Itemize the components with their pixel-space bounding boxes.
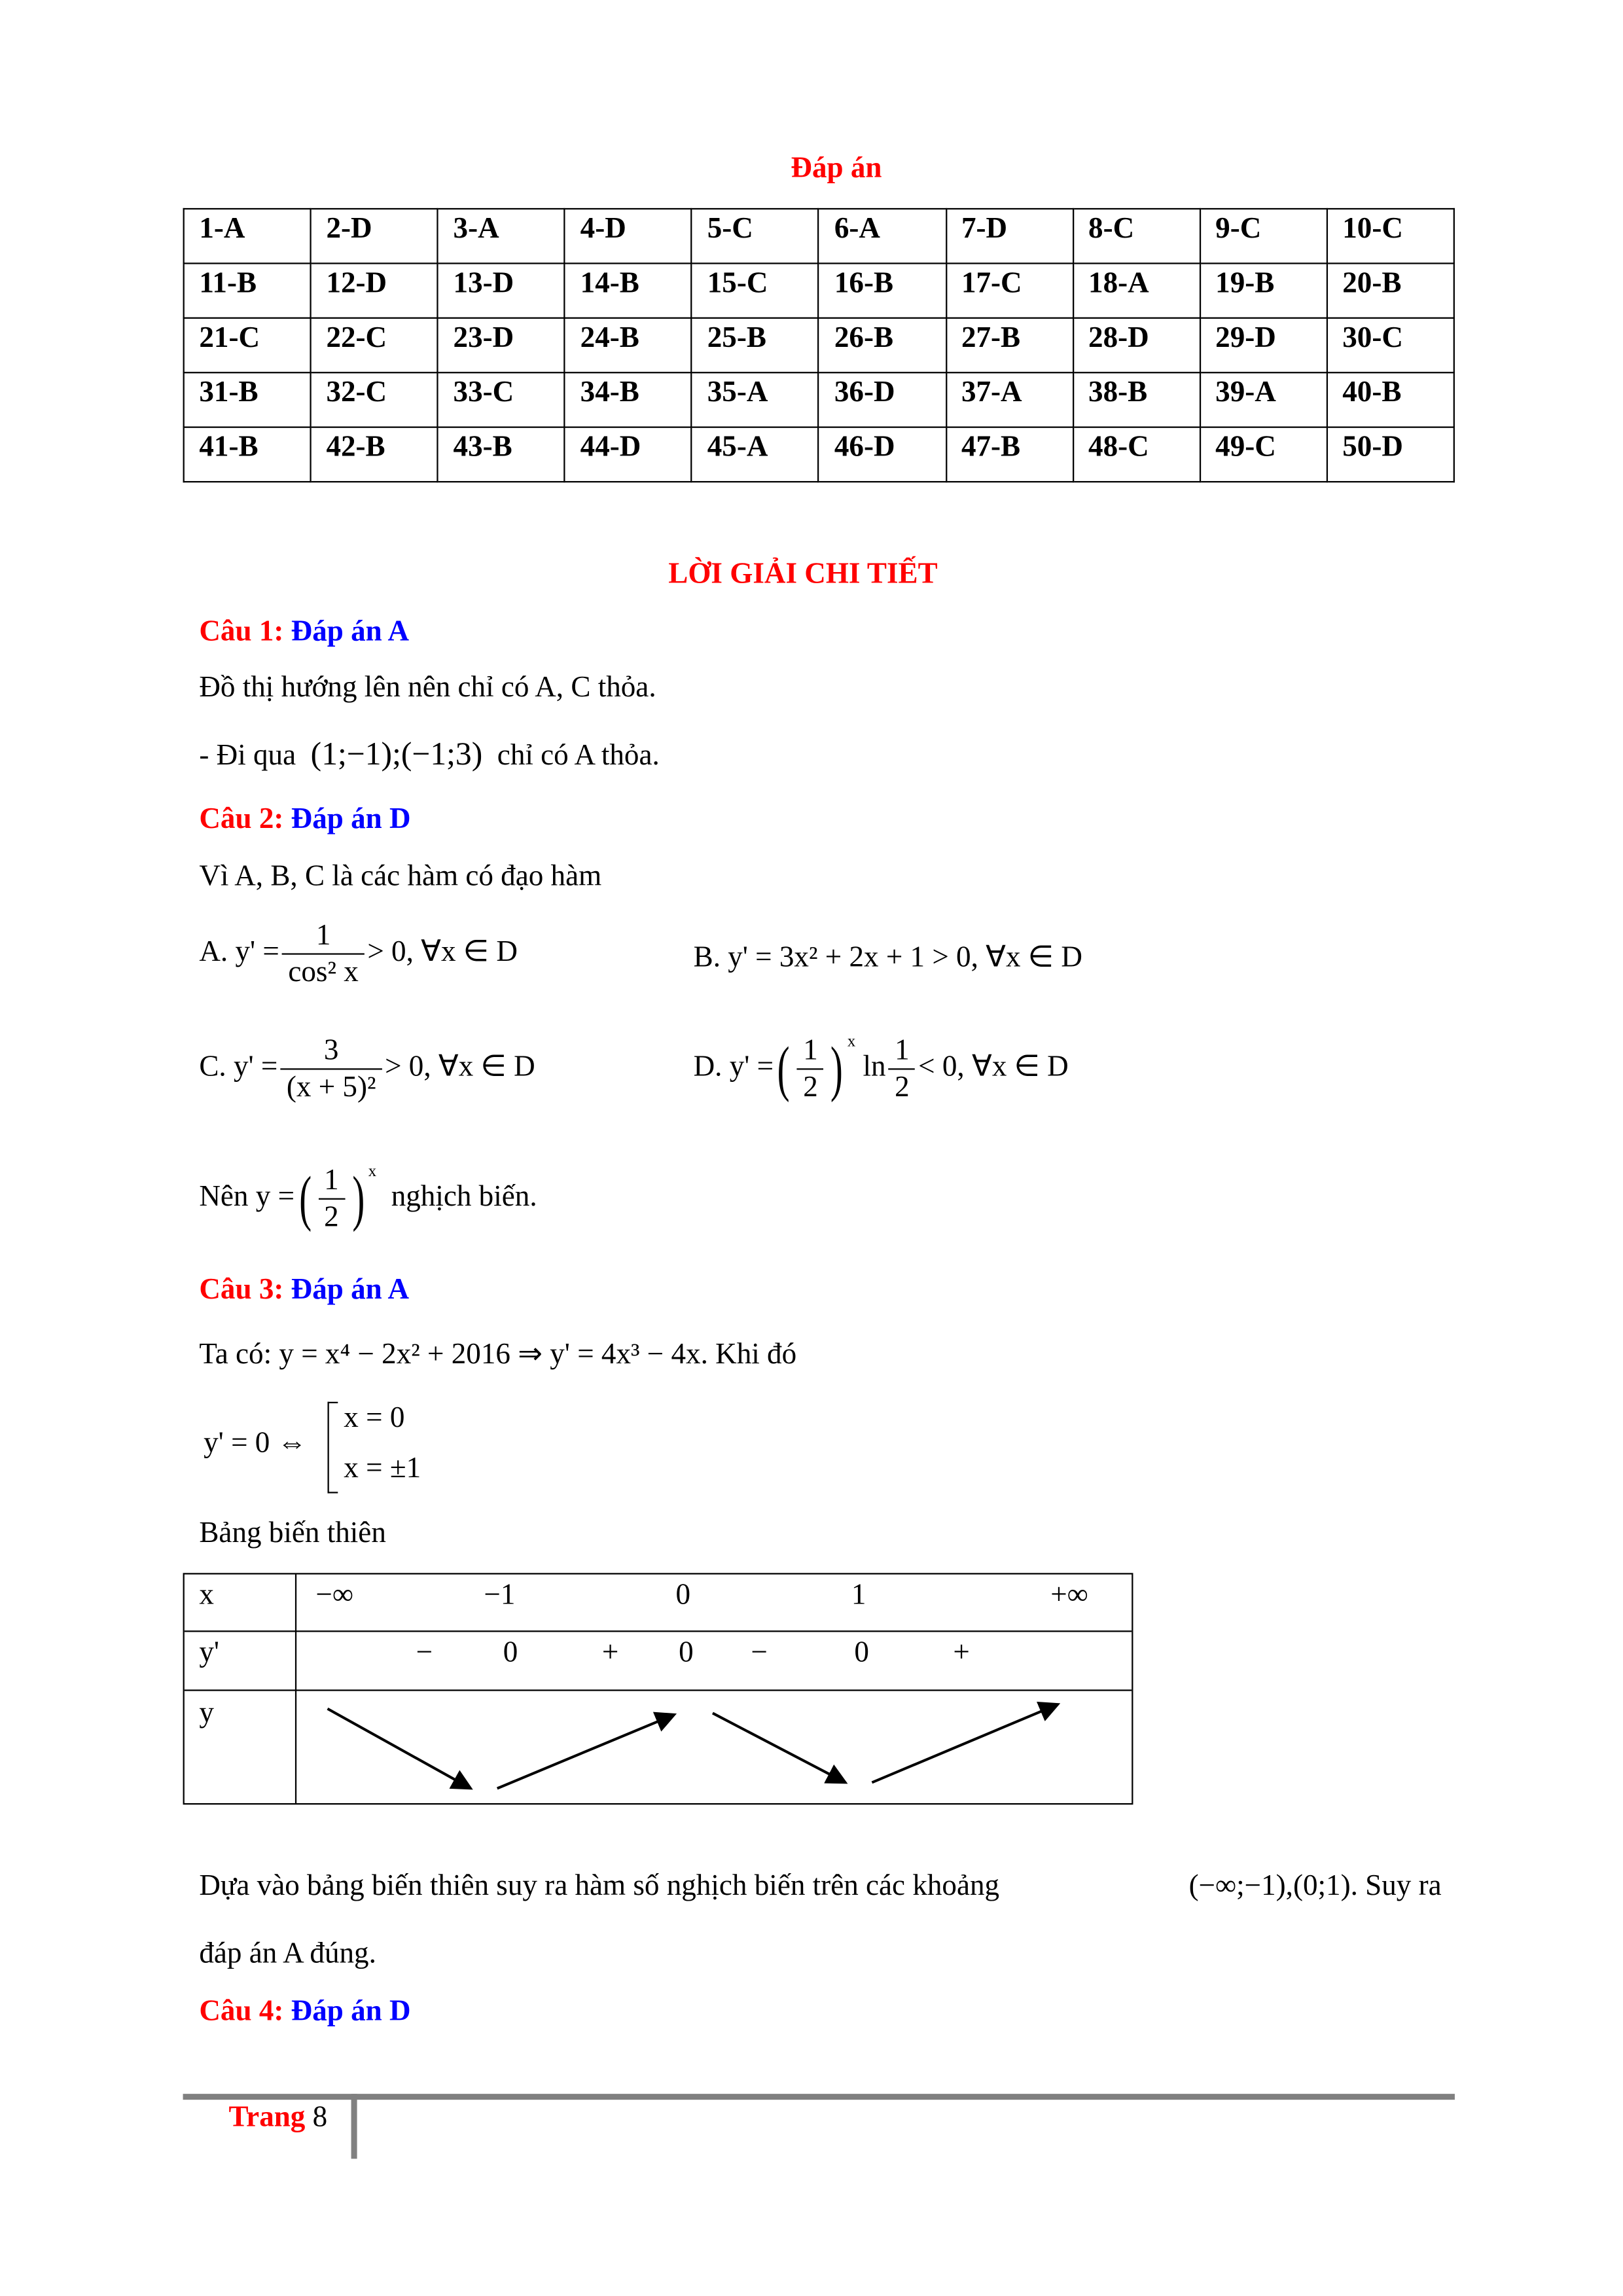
answer-cell: 46-D [819,427,946,482]
arrow-down [327,1709,471,1789]
answer-cell: 30-C [1327,318,1454,372]
answer-cell: 32-C [311,372,438,427]
answer-cell: 48-C [1073,427,1200,482]
yprime-value: + [953,1636,970,1669]
yprime-value: 0 [854,1636,869,1669]
bbt-title: Bảng biến thiên [199,1516,386,1550]
q3-paragraph-line2: đáp án A đúng. [199,1937,376,1970]
footer-vertical-bar [351,2094,357,2159]
arrow-up [872,1704,1058,1782]
answer-cell: 39-A [1200,372,1327,427]
answer-cell: 37-A [946,372,1073,427]
q2-option-b: B. y' = 3x² + 2x + 1 > 0, ∀x ∈ D [693,941,1082,974]
answer-cell: 23-D [438,318,565,372]
footer-divider [183,2094,1455,2100]
answer-cell: 21-C [184,318,311,372]
q1-line2: - Đi qua (1;−1);(−1;3) chỉ có A thỏa. [199,734,660,772]
q3-line1: Ta có: y = x⁴ − 2x² + 2016 ⇒ y' = 4x³ − 4x. Khi đó [199,1338,797,1371]
answer-cell: 20-B [1327,263,1454,317]
q3-system-eq2: x = ±1 [344,1452,421,1485]
solution-title: LỜI GIẢI CHI TIẾT [668,558,938,590]
arrow-up [497,1715,675,1789]
answer-cell: 29-D [1200,318,1327,372]
x-value: 1 [851,1579,866,1611]
answer-cell: 7-D [946,209,1073,263]
answer-cell: 33-C [438,372,565,427]
answer-cell: 17-C [946,263,1073,317]
x-value: +∞ [1050,1579,1088,1611]
answer-cell: 35-A [692,372,819,427]
x-value: −1 [484,1579,516,1611]
q2-option-c: C. y' = $\frac{3}{\text{(x + 5)²}}$ > 0, ∀x ∈ D [199,1033,535,1105]
yprime-value: − [751,1636,768,1669]
answers-title: Đáp án [791,152,882,185]
answer-cell: 4-D [565,209,692,263]
answer-cell: 43-B [438,427,565,482]
q2-option-d: D. y' = ( $\frac{1}{2}$ ) $^x$ ln $\frac{1}{2}$ < 0, ∀x ∈ D [694,1033,1069,1105]
q3-heading: Câu 3: Đáp án A [199,1273,410,1306]
arrow-down [713,1713,846,1782]
answer-cell: 27-B [946,318,1073,372]
q3-paragraph-line1: Dựa vào bảng biến thiên suy ra hàm số nghịch biến trên các khoảng (−∞;−1),(0;1). Suy ra [199,1869,1442,1903]
q2-intro: Vì A, B, C là các hàm có đạo hàm [199,860,602,893]
answer-cell: 25-B [692,318,819,372]
answer-cell: 38-B [1073,372,1200,427]
page-number: Trang 8 [228,2101,328,2134]
yprime-value: 0 [503,1636,518,1669]
answer-cell: 15-C [692,263,819,317]
answer-cell: 36-D [819,372,946,427]
row-label-yprime: y' [199,1636,220,1669]
q1-heading: Câu 1: Đáp án A [199,615,410,648]
answer-cell: 42-B [311,427,438,482]
q2-conclusion: Nên y = ( $\frac{1}{2}$ ) $^x$ nghịch biến. [199,1163,537,1235]
answer-cell: 44-D [565,427,692,482]
answer-cell: 40-B [1327,372,1454,427]
yprime-value: + [601,1636,619,1669]
answer-cell: 9-C [1200,209,1327,263]
row-label-x: x [199,1579,214,1611]
q2-heading: Câu 2: Đáp án D [199,802,411,836]
answer-cell: 45-A [692,427,819,482]
answer-cell: 12-D [311,263,438,317]
answer-cell: 22-C [311,318,438,372]
answer-cell: 6-A [819,209,946,263]
answer-cell: 31-B [184,372,311,427]
answer-cell: 8-C [1073,209,1200,263]
q3-system-eq1: x = 0 [344,1401,405,1435]
answer-cell: 24-B [565,318,692,372]
answer-cell: 1-A [184,209,311,263]
q1-line1: Đồ thị hướng lên nên chỉ có A, C thỏa. [199,671,656,704]
answer-cell: 10-C [1327,209,1454,263]
q2-option-a: A. y' = $\frac{1}{\text{cos² x}}$ > 0, ∀x ∈ D [199,918,518,990]
answer-cell: 19-B [1200,263,1327,317]
answer-cell: 16-B [819,263,946,317]
answer-cell: 14-B [565,263,692,317]
answer-cell: 50-D [1327,427,1454,482]
q3-system-lhs: y' = 0 ⇔ [204,1427,307,1460]
answer-cell: 11-B [184,263,311,317]
answer-cell: 47-B [946,427,1073,482]
answer-cell: 2-D [311,209,438,263]
answer-cell: 3-A [438,209,565,263]
answer-cell: 41-B [184,427,311,482]
answer-cell: 13-D [438,263,565,317]
row-label-y: y [199,1696,214,1730]
yprime-value: 0 [679,1636,694,1669]
answer-cell: 34-B [565,372,692,427]
yprime-value: − [416,1636,433,1669]
x-value: 0 [675,1579,691,1611]
answer-cell: 18-A [1073,263,1200,317]
answer-cell: 28-D [1073,318,1200,372]
q4-heading: Câu 4: Đáp án D [199,1995,411,2028]
answer-cell: 5-C [692,209,819,263]
answer-cell: 49-C [1200,427,1327,482]
answer-cell: 26-B [819,318,946,372]
x-value: −∞ [315,1579,354,1611]
